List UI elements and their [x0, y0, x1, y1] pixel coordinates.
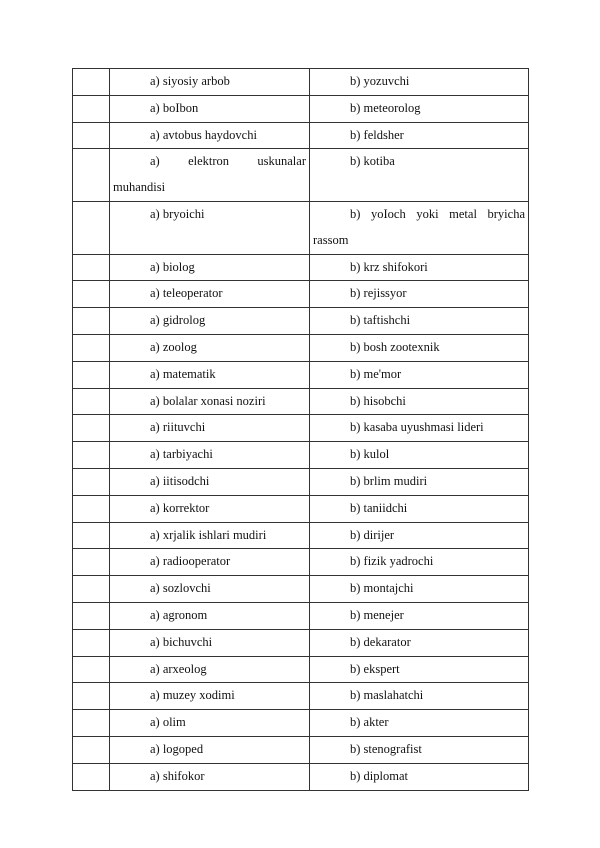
option-b-cell: b) taftishchi: [310, 308, 529, 335]
table-row: [73, 361, 529, 388]
option-a-cell: [110, 149, 310, 202]
option-a-cell: a) xrjalik ishlari mudiri: [110, 522, 310, 549]
table-row: [73, 656, 529, 683]
option-a-cell: a) logoped: [110, 736, 310, 763]
table-row: [73, 149, 529, 202]
row-number-cell: [73, 710, 110, 737]
option-a-cell: a) tarbiyachi: [110, 442, 310, 469]
option-b-cell-line-2: rassom: [313, 232, 349, 247]
option-b-cell: b) kulol: [310, 442, 529, 469]
option-b-cell: b) fizik yadrochi: [310, 549, 529, 576]
table-row: [73, 629, 529, 656]
option-a-cell: a) iitisodchi: [110, 468, 310, 495]
table-row: [73, 549, 529, 576]
row-number-cell: [73, 415, 110, 442]
row-number-cell: [73, 683, 110, 710]
option-b-cell-line-1: b) yoIoch yoki metal bryicha: [350, 206, 525, 221]
row-number-cell: [73, 334, 110, 361]
option-a-cell: a) radiooperator: [110, 549, 310, 576]
row-number-cell: [73, 629, 110, 656]
table-row: [73, 308, 529, 335]
row-number-cell: [73, 602, 110, 629]
option-b-cell: b) montajchi: [310, 576, 529, 603]
table-row: [73, 683, 529, 710]
option-b-cell: [310, 201, 529, 254]
table-row: [73, 69, 529, 96]
option-b-cell: b) maslahatchi: [310, 683, 529, 710]
option-a-cell: a) matematik: [110, 361, 310, 388]
option-a-cell: a) shifokor: [110, 763, 310, 790]
profession-pairs-table: [72, 68, 529, 791]
table-row: [73, 710, 529, 737]
option-b-cell: b) kotiba: [310, 149, 529, 202]
table-row: [73, 201, 529, 254]
table-row: [73, 468, 529, 495]
option-a-cell: a) teleoperator: [110, 281, 310, 308]
row-number-cell: [73, 442, 110, 469]
option-a-cell: a) muzey xodimi: [110, 683, 310, 710]
table-row: [73, 122, 529, 149]
row-number-cell: [73, 495, 110, 522]
row-number-cell: [73, 763, 110, 790]
option-b-cell: b) stenografist: [310, 736, 529, 763]
row-number-cell: [73, 549, 110, 576]
option-a-cell: a) riituvchi: [110, 415, 310, 442]
option-a-cell: a) bryoichi: [110, 201, 310, 254]
option-b-cell: b) me'mor: [310, 361, 529, 388]
option-b-cell: b) dirijer: [310, 522, 529, 549]
table-row: [73, 254, 529, 281]
row-number-cell: [73, 149, 110, 202]
option-a-cell: a) korrektor: [110, 495, 310, 522]
option-a-cell: a) sozlovchi: [110, 576, 310, 603]
option-b-cell: b) bosh zootexnik: [310, 334, 529, 361]
table-row: [73, 602, 529, 629]
table-row: [73, 442, 529, 469]
table-row: [73, 415, 529, 442]
row-number-cell: [73, 308, 110, 335]
row-number-cell: [73, 122, 110, 149]
table-row: [73, 576, 529, 603]
option-b-cell: b) kasaba uyushmasi lideri: [310, 415, 529, 442]
option-a-cell-line-1: a) elektron uskunalar: [150, 154, 306, 169]
option-a-cell-line-2: muhandisi: [113, 180, 166, 195]
option-b-cell: b) rejissyor: [310, 281, 529, 308]
option-b-cell: b) akter: [310, 710, 529, 737]
table-row: [73, 388, 529, 415]
option-a-cell: a) siyosiy arbob: [110, 69, 310, 96]
table-row: [73, 763, 529, 790]
row-number-cell: [73, 522, 110, 549]
option-b-cell: b) yozuvchi: [310, 69, 529, 96]
row-number-cell: [73, 468, 110, 495]
table-body: [73, 69, 529, 791]
option-a-cell: a) biolog: [110, 254, 310, 281]
option-a-cell: a) bolalar xonasi noziri: [110, 388, 310, 415]
option-b-cell: b) brlim mudiri: [310, 468, 529, 495]
option-b-cell: b) meteorolog: [310, 95, 529, 122]
table-row: [73, 95, 529, 122]
option-b-cell: b) diplomat: [310, 763, 529, 790]
option-a-cell: a) boIbon: [110, 95, 310, 122]
row-number-cell: [73, 254, 110, 281]
option-b-cell: b) menejer: [310, 602, 529, 629]
option-a-cell: a) bichuvchi: [110, 629, 310, 656]
option-a-cell: a) olim: [110, 710, 310, 737]
option-b-cell: b) feldsher: [310, 122, 529, 149]
row-number-cell: [73, 95, 110, 122]
row-number-cell: [73, 201, 110, 254]
row-number-cell: [73, 656, 110, 683]
table-row: [73, 522, 529, 549]
row-number-cell: [73, 576, 110, 603]
row-number-cell: [73, 69, 110, 96]
row-number-cell: [73, 388, 110, 415]
option-b-cell: b) krz shifokori: [310, 254, 529, 281]
row-number-cell: [73, 281, 110, 308]
option-a-cell: a) zoolog: [110, 334, 310, 361]
option-a-cell: a) gidrolog: [110, 308, 310, 335]
option-a-cell: a) arxeolog: [110, 656, 310, 683]
table-row: [73, 281, 529, 308]
option-b-cell: b) hisobchi: [310, 388, 529, 415]
option-a-cell: a) agronom: [110, 602, 310, 629]
table-row: [73, 334, 529, 361]
option-b-cell: b) dekarator: [310, 629, 529, 656]
row-number-cell: [73, 361, 110, 388]
table-row: [73, 495, 529, 522]
option-b-cell: b) taniidchi: [310, 495, 529, 522]
table-row: [73, 736, 529, 763]
row-number-cell: [73, 736, 110, 763]
option-a-cell: a) avtobus haydovchi: [110, 122, 310, 149]
option-b-cell: b) ekspert: [310, 656, 529, 683]
